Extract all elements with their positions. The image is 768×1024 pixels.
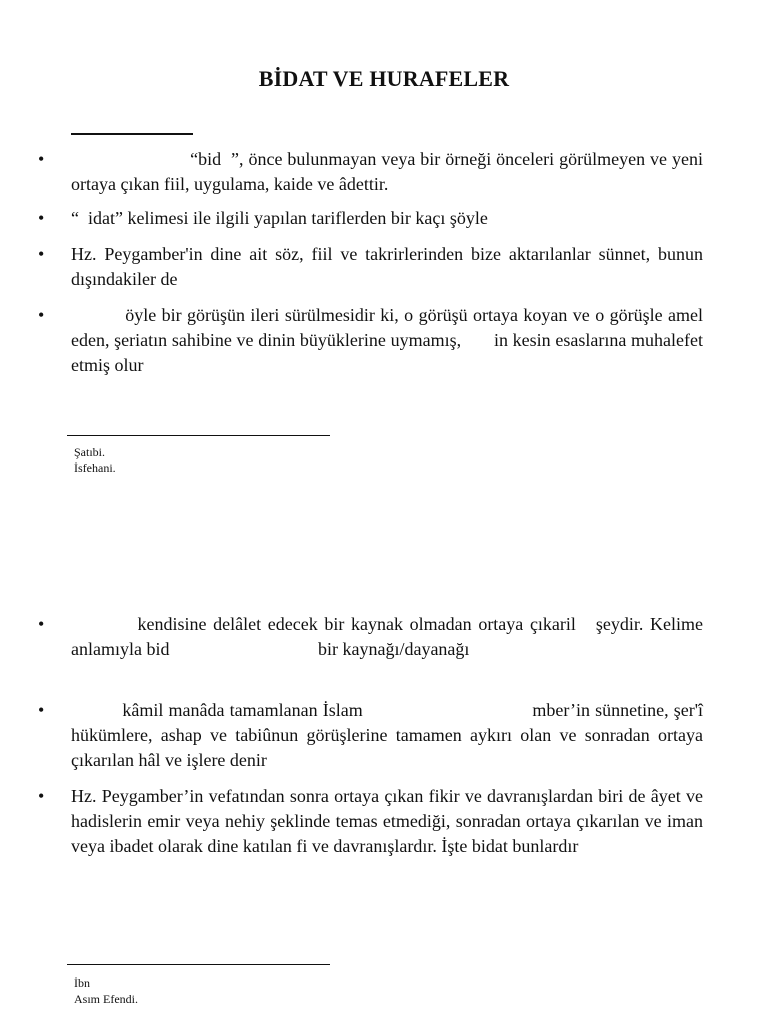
bullet: •: [38, 208, 45, 228]
footnotes-top: [74, 444, 116, 476]
list-item-text: kendisine delâlet edecek bir kaynak olmadan ortaya çıkaril şeydir. Kelime anlamıyla bid bir kaynağı/dayanağı: [71, 614, 708, 659]
footnote: Asım Efendi.: [74, 992, 138, 1006]
section-heading-underline: [71, 133, 193, 135]
footnote: Şatıbi.: [74, 445, 106, 459]
bullet: •: [38, 149, 45, 169]
definitions-list-bottom: [0, 612, 768, 859]
list-item: [0, 242, 768, 292]
list-item: [0, 206, 768, 231]
list-item-text: kâmil manâda tamamlanan İslam mber’in sünnetine, şer'î hükümlere, ashap ve tabiûnun görüşlerine tamamen aykırı olan ve sonradan ortaya çıkarılan hâl ve işlere denir: [71, 700, 708, 770]
list-item: [0, 784, 768, 859]
bullet: •: [38, 614, 45, 634]
list-item-text: öyle bir görüşün ileri sürülmesidir ki, o görüşü ortaya koyan ve o görüşle amel eden, şeriatın sahibine ve dinin büyüklerine uymamış, in kesin esaslarına muhalefet etmiş olur: [71, 305, 708, 375]
list-item: [0, 147, 768, 197]
footnote: İbn: [74, 976, 90, 990]
bullet: •: [38, 305, 45, 325]
list-item-text: Hz. Peygamber'in dine ait söz, fiil ve takrirlerinden bize aktarılanlar sünnet, bunun dışındakiler de: [71, 244, 708, 289]
list-item-text: “bid ”, önce bulunmayan veya bir örneği önceleri görülmeyen ve yeni ortaya çıkan fiil, uygulama, kaide ve âdettir.: [71, 149, 708, 194]
bullet: •: [38, 700, 45, 720]
footnote-rule: [67, 435, 330, 436]
list-item: [0, 303, 768, 378]
footnotes-bottom: [74, 975, 138, 1007]
list-item: [0, 612, 768, 662]
page-title: BİDAT VE HURAFELER: [258, 66, 510, 91]
list-item-text: “ idat” kelimesi ile ilgili yapılan tariflerden bir kaçı şöyle: [71, 208, 488, 228]
footnote: İsfehani.: [74, 461, 116, 475]
list-item-text: Hz. Peygamber’in vefatından sonra ortaya çıkan fikir ve davranışlardan biri de âyet ve hadislerin emir veya nehiy şeklinde temas etmediği, sonradan ortaya çıkarılan ve iman veya ibadet olarak dine katılan fi ve davranışlardır. İşte bidat bunlardır: [71, 786, 708, 856]
footnote-rule: [67, 964, 330, 965]
list-item: [0, 698, 768, 773]
definitions-list-top: [0, 147, 768, 378]
bullet: •: [38, 244, 45, 264]
bullet: •: [38, 786, 45, 806]
